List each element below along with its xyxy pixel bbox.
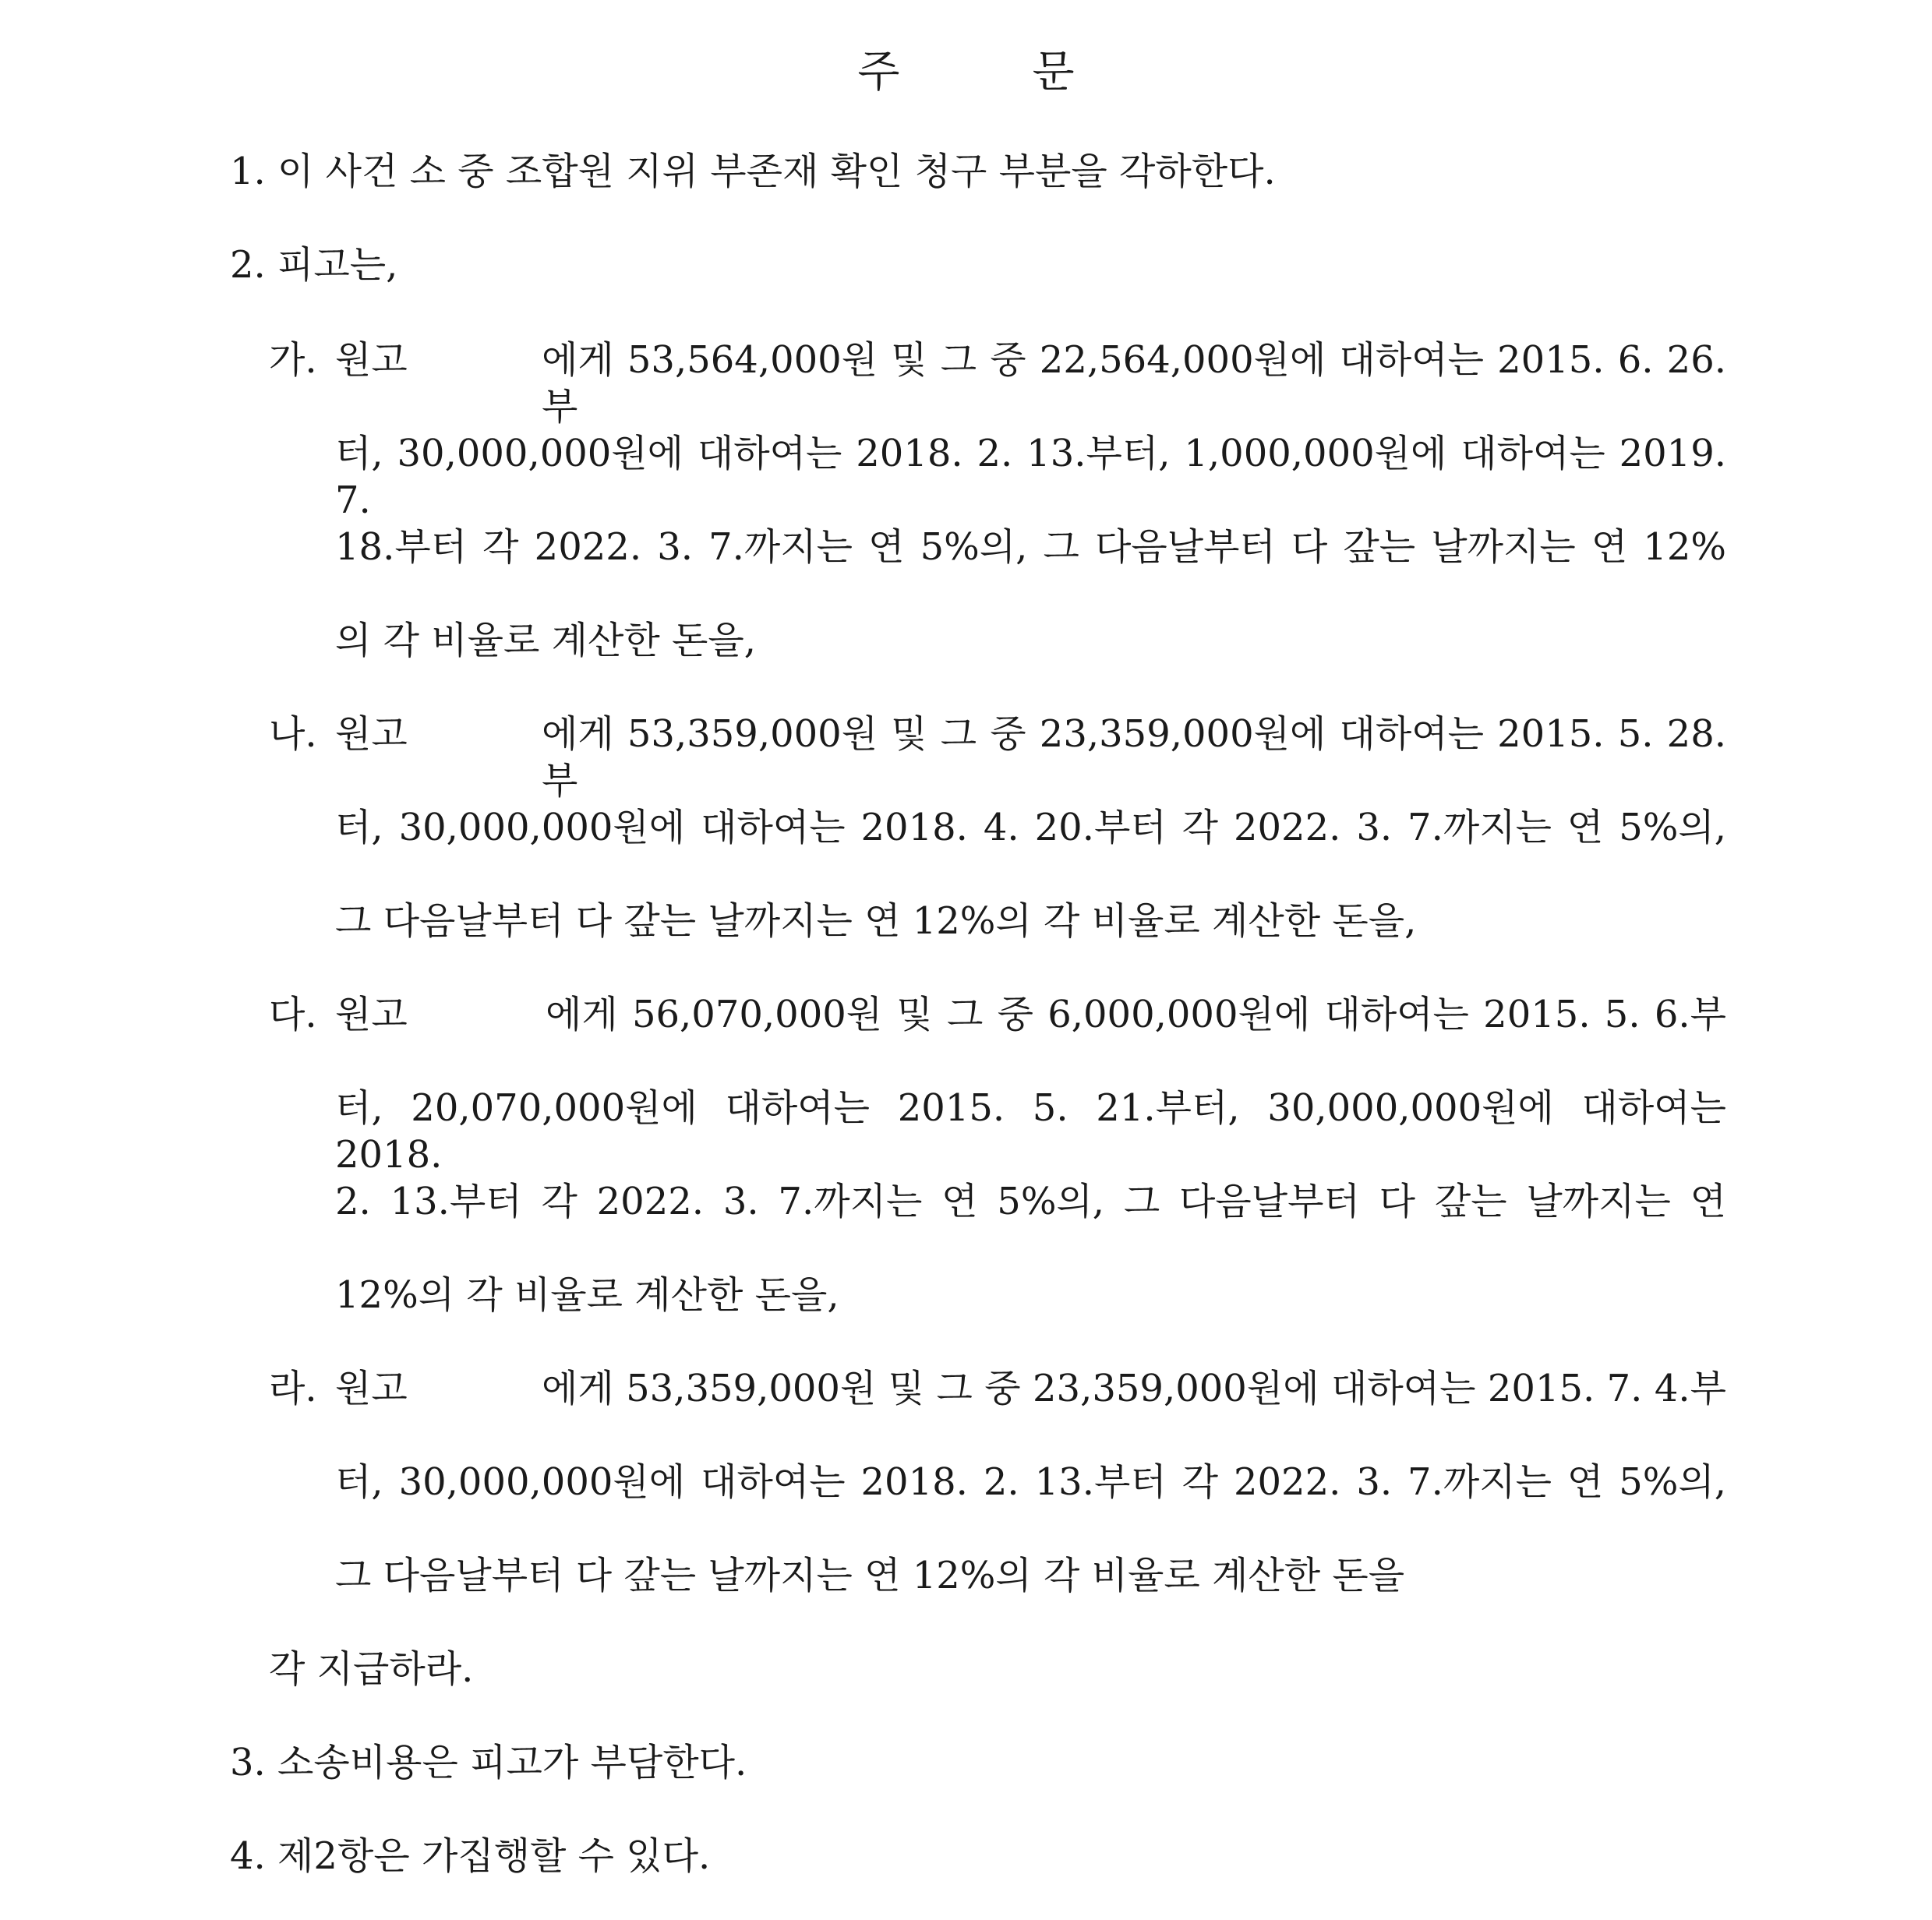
sub-item-ra-label: 라.: [269, 1367, 317, 1410]
sub-item-ga-line-4: 의 각 비율로 계산한 돈을,: [335, 619, 756, 662]
sub-item-da-line-3: 2. 13.부터 각 2022. 3. 7.까지는 연 5%의, 그 다음날부터 다 갚는 날까지는 연: [335, 1180, 1726, 1223]
order-item-1: 1. 이 사건 소 중 조합원 지위 부존재 확인 청구 부분을 각하한다.: [230, 150, 1276, 193]
sub-item-da-line-2: 터, 20,070,000원에 대하여는 2015. 5. 21.부터, 30,000,000원에 대하여는 2018.: [335, 1086, 1726, 1177]
sub-item-da-label: 다.: [269, 993, 317, 1036]
sub-item-da-plaintiff: 원고: [335, 993, 408, 1036]
sub-item-da-line-4: 12%의 각 비율로 계산한 돈을,: [335, 1273, 839, 1317]
sub-item-na-line-2: 터, 30,000,000원에 대하여는 2018. 4. 20.부터 각 2022. 3. 7.까지는 연 5%의,: [335, 806, 1726, 849]
sub-item-na-line-3: 그 다음날부터 다 갚는 날까지는 연 12%의 각 비율로 계산한 돈을,: [335, 899, 1417, 943]
sub-item-na-plaintiff: 원고: [335, 712, 408, 756]
sub-item-ra-line-1: 에게 53,359,000원 및 그 중 23,359,000원에 대하여는 2015. 7. 4.부: [542, 1367, 1726, 1410]
sub-item-na-label: 나.: [269, 712, 317, 756]
sub-item-ga-label: 가.: [269, 338, 317, 382]
sub-item-ra-line-2: 터, 30,000,000원에 대하여는 2018. 2. 13.부터 각 2022. 3. 7.까지는 연 5%의,: [335, 1460, 1726, 1504]
sub-item-ga-line-3: 18.부터 각 2022. 3. 7.까지는 연 5%의, 그 다음날부터 다 갚는 날까지는 연 12%: [335, 525, 1726, 569]
title-char-2: 문: [1032, 47, 1075, 97]
order-item-2: 2. 피고는,: [230, 243, 398, 287]
sub-item-ga-line-2: 터, 30,000,000원에 대하여는 2018. 2. 13.부터, 1,000,000원에 대하여는 2019. 7.: [335, 432, 1726, 522]
sub-item-da-line-1: 에게 56,070,000원 및 그 중 6,000,000원에 대하여는 2015. 5. 6.부: [546, 993, 1726, 1036]
order-item-4: 4. 제2항은 가집행할 수 있다.: [230, 1834, 711, 1878]
sub-item-na-line-1: 에게 53,359,000원 및 그 중 23,359,000원에 대하여는 2015. 5. 28.부: [542, 712, 1726, 803]
order-item-3: 3. 소송비용은 피고가 부담한다.: [230, 1741, 747, 1784]
sub-item-ra-line-3: 그 다음날부터 다 갚는 날까지는 연 12%의 각 비율로 계산한 돈을: [335, 1554, 1405, 1597]
sub-item-ga-line-1: 에게 53,564,000원 및 그 중 22,564,000원에 대하여는 2015. 6. 26.부: [542, 338, 1726, 429]
payment-order: 각 지급하라.: [269, 1647, 474, 1691]
title-char-1: 주: [857, 47, 900, 97]
sub-item-ga-plaintiff: 원고: [335, 338, 408, 382]
sub-item-ra-plaintiff: 원고: [335, 1367, 408, 1410]
document-title: [0, 45, 1932, 100]
